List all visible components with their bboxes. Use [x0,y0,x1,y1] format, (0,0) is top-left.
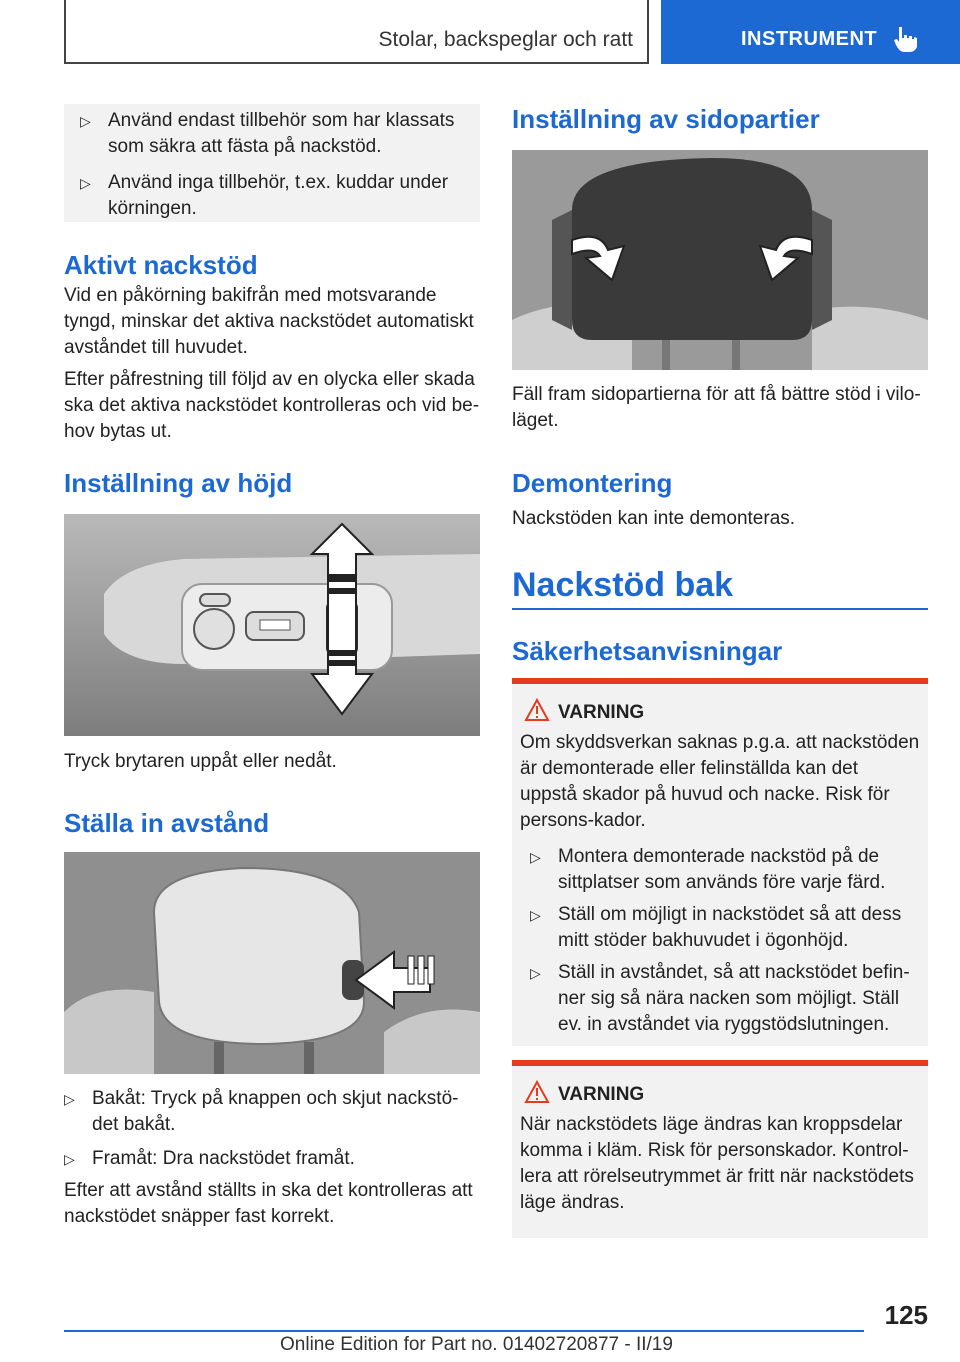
warning-triangle-icon [524,1080,550,1104]
page-title-nackstod-bak: Nackstöd bak [512,566,734,604]
header-chapter-tab [661,0,960,64]
header-chapter-title: INSTRUMENT [741,28,878,50]
list-item: ▷ Bakåt: Tryck på knappen och skjut nackstö-det bakåt. [64,1088,459,1135]
list-item: ▷ Montera demonterade nackstöd på de sittplatser som används före varje färd. [530,846,886,893]
triangle-bullet-icon: ▷ [80,113,91,129]
heading-sidopartier: Inställning av sidopartier [512,104,820,134]
figure-headrest-distance [64,852,480,1074]
triangle-bullet-icon: ▷ [64,1151,75,1167]
page-number: 125 [884,1300,928,1330]
triangle-bullet-icon: ▷ [64,1091,75,1107]
warning-bullets [520,844,920,1038]
heading-aktivt: Aktivt nackstöd [64,250,258,280]
warning-title: VARNING [558,702,920,724]
figure-side-wings [512,150,928,370]
list-item: ▷ Ställ om möjligt in nackstödet så att dess mitt stöder bakhuvudet i ögonhöjd. [530,904,902,951]
list-item: ▷ Ställ in avståndet, så att nackstödet befin-ner sig så nära nacken som möjligt. Ställ ev. in avståndet via ryggstödslutningen. [530,962,910,1035]
warning-title: VARNING [558,1084,920,1106]
figure-height-switch [64,514,480,736]
list-item: ▷ Framåt: Dra nackstödet framåt. [64,1146,480,1172]
paragraph-aktivt-1: Vid en påkörning bakifrån med motsvarande tyngd, minskar det aktiva nackstödet automatiskt avståndet till huvudet. [64,285,474,358]
avstand-bullets [64,1086,480,1172]
heading-sakerhet: Säkerhetsanvisningar [512,636,783,666]
top-bullet-box [64,104,480,222]
header-section-title: Stolar, backspeglar och ratt [378,28,633,51]
heading-demontering: Demontering [512,468,673,498]
triangle-bullet-icon: ▷ [530,907,541,923]
paragraph-aktivt-2: Efter påfrestning till följd av en olycka eller skada ska det aktiva nackstödet kontrolleras och vid be-hov bytas ut. [64,369,480,442]
paragraph-demontering: Nackstöden kan inte demonteras. [512,508,796,529]
list-item: ▷ Använd inga tillbehör, t.ex. kuddar under körningen. [80,172,449,219]
footer-divider [64,1330,864,1332]
paragraph-avstand: Efter att avstånd ställts in ska det kontrolleras att nackstödet snäpper fast korrekt. [64,1180,473,1227]
triangle-bullet-icon: ▷ [530,849,541,865]
triangle-bullet-icon: ▷ [530,965,541,981]
heading-hojd: Inställning av höjd [64,468,293,498]
title-underline [512,608,928,610]
warning-text: När nackstödets läge ändras kan kroppsdelar komma i kläm. Risk för personskador. Kontrol-lera att rörelseutrymmet är fritt när nackstödets läge ändras. [520,1114,914,1213]
header-section-tab [64,0,649,64]
list-item: ▷ Använd endast tillbehör som har klassats som säkra att fästa på nackstöd. [80,110,455,157]
warning-box-2 [512,1060,928,1238]
caption-hojd: Tryck brytaren uppåt eller nedåt. [64,751,337,772]
warning-text: Om skyddsverkan saknas p.g.a. att nackstöden är demonterade eller felinställda kan det uppstå skador på huvud och nacke. Risk för persons-kador. [520,732,920,831]
heading-avstand: Ställa in avstånd [64,808,270,838]
steering-hand-icon [893,25,919,53]
edition-note: Online Edition for Part no. 01402720877 - II/19 [280,1334,673,1355]
triangle-bullet-icon: ▷ [80,175,91,191]
warning-triangle-icon [524,698,550,722]
warning-box-1 [512,678,928,1046]
caption-sidopartier: Fäll fram sidopartierna för att få bättre stöd i vilo-läget. [512,384,921,431]
